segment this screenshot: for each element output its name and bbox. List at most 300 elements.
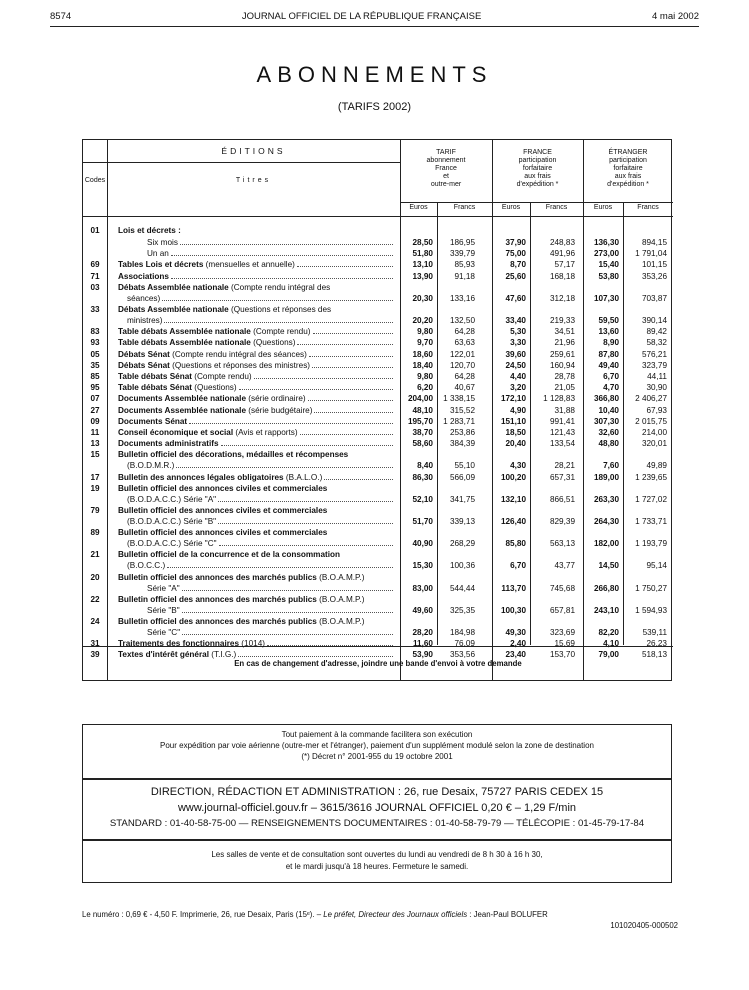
title-detail: (Compte rendu) bbox=[192, 372, 252, 381]
title-line bbox=[118, 315, 395, 326]
price-cell: 133,16 bbox=[449, 293, 475, 303]
dot-leader bbox=[219, 538, 393, 546]
row-code: 93 bbox=[90, 338, 100, 348]
euros-header: Euros bbox=[501, 204, 521, 211]
col-rule bbox=[530, 202, 531, 645]
price-cell: 63,63 bbox=[454, 338, 475, 348]
direction-phones: STANDARD : 01-40-58-75-00 — RENSEIGNEMENTS DOCUMENTAIRES : 01-40-58-79-79 — TÉLÉCOPIE : 01-45-79-17-84 bbox=[109, 818, 645, 829]
title-line bbox=[118, 304, 395, 315]
price-cell: 87,80 bbox=[598, 349, 619, 359]
price-cell: 52,10 bbox=[412, 494, 433, 504]
row-title bbox=[118, 248, 395, 259]
row-title bbox=[118, 427, 395, 438]
price-cell: 544,44 bbox=[449, 583, 475, 593]
price-cell: 28,21 bbox=[554, 461, 575, 471]
price-cell: 20,20 bbox=[412, 316, 433, 325]
title-text: Table débats Sénat bbox=[118, 372, 193, 381]
row-title bbox=[118, 237, 395, 248]
francs-header: Francs bbox=[637, 204, 659, 211]
price-cell: 189,00 bbox=[593, 472, 619, 482]
row-code: 39 bbox=[90, 650, 100, 660]
price-cell: 121,43 bbox=[549, 428, 575, 437]
row-title bbox=[118, 405, 395, 416]
tarif-line: abonnement bbox=[426, 157, 466, 164]
title-line bbox=[118, 293, 395, 304]
etranger-line: participation bbox=[609, 157, 647, 164]
title-detail: (Compte rendu intégral des séances) bbox=[169, 349, 307, 359]
title-line bbox=[118, 337, 395, 348]
title-line bbox=[118, 549, 395, 560]
price-cell: 353,56 bbox=[449, 650, 475, 660]
footer-prefet: Le préfet, Directeur des Journaux officiels bbox=[321, 910, 468, 919]
price-cell: 657,81 bbox=[549, 605, 575, 615]
header-rule bbox=[83, 162, 400, 163]
price-cell: 6,20 bbox=[417, 383, 433, 393]
title-text: Bulletin des annonces légales obligatoires bbox=[118, 472, 284, 482]
price-cell: 107,30 bbox=[593, 293, 619, 303]
price-cell: 366,80 bbox=[593, 394, 619, 404]
price-cell: 341,75 bbox=[449, 494, 475, 504]
price-cell: 18,50 bbox=[505, 428, 526, 437]
title-text: Bulletin officiel des annonces civiles et commerciales bbox=[118, 528, 328, 538]
title-detail: (T.I.G.) bbox=[208, 650, 237, 660]
price-cell: 563,13 bbox=[549, 539, 575, 549]
price-cell: 219,33 bbox=[549, 316, 575, 325]
row-title bbox=[118, 505, 395, 527]
row-code: 33 bbox=[90, 305, 100, 314]
title-detail: (série budgétaire) bbox=[246, 405, 313, 415]
price-cell: 8,70 bbox=[510, 260, 526, 270]
price-cell: 320,01 bbox=[641, 439, 667, 449]
price-cell: 40,90 bbox=[412, 539, 433, 549]
sales-box bbox=[82, 840, 672, 883]
price-cell: 268,29 bbox=[449, 539, 475, 549]
price-cell: 4,70 bbox=[603, 383, 619, 393]
row-title bbox=[118, 416, 395, 427]
price-cell: 204,00 bbox=[407, 394, 433, 404]
dot-leader bbox=[267, 638, 393, 646]
price-cell: 323,69 bbox=[549, 628, 575, 637]
price-cell: 37,90 bbox=[505, 238, 526, 247]
price-cell: 168,18 bbox=[549, 271, 575, 281]
title-line bbox=[118, 605, 395, 616]
price-cell: 83,00 bbox=[412, 583, 433, 593]
title-line bbox=[118, 248, 395, 259]
price-cell: 13,90 bbox=[412, 271, 433, 281]
title-detail: (B.A.L.O.) bbox=[283, 472, 323, 482]
price-cell: 34,51 bbox=[554, 327, 575, 337]
row-code: 95 bbox=[90, 383, 100, 393]
price-cell: 53,80 bbox=[598, 271, 619, 281]
euros-header: Euros bbox=[593, 204, 613, 211]
price-cell: 15,40 bbox=[598, 260, 619, 270]
price-cell: 991,41 bbox=[549, 416, 575, 426]
price-cell: 47,60 bbox=[505, 293, 526, 303]
price-cell: 1 283,71 bbox=[443, 416, 475, 426]
dot-leader bbox=[238, 649, 393, 657]
address-change-notice: En cas de changement d'adresse, joindre une bande d'envoi à votre demande bbox=[234, 659, 522, 668]
price-cell: 4,90 bbox=[510, 405, 526, 415]
price-cell: 703,87 bbox=[641, 293, 667, 303]
row-code: 71 bbox=[90, 271, 100, 281]
price-cell: 151,10 bbox=[500, 416, 526, 426]
etranger-header bbox=[583, 149, 673, 189]
title-line bbox=[118, 627, 395, 638]
row-code: 11 bbox=[90, 428, 100, 437]
price-cell: 339,13 bbox=[449, 517, 475, 526]
dot-leader bbox=[218, 494, 393, 502]
price-cell: 113,70 bbox=[501, 583, 526, 593]
header-rule bbox=[83, 216, 673, 217]
title-line bbox=[118, 572, 395, 583]
title-text: (B.O.C.C.) bbox=[127, 561, 166, 571]
euros-header: Euros bbox=[409, 204, 428, 211]
price-cell: 894,15 bbox=[641, 238, 667, 247]
price-cell: 2 015,75 bbox=[635, 416, 667, 426]
footer-price: Le numéro : 0,69 € - 4,50 F. Imprimerie, 26, rue Desaix, Paris (15ᵉ). – bbox=[82, 910, 322, 919]
titres-header: Titres bbox=[235, 177, 272, 184]
row-code: 22 bbox=[90, 594, 100, 604]
sales-line: Les salles de vente et de consultation sont ouvertes du lundi au vendredi de 8 h 30 à 16 h 30, bbox=[211, 850, 543, 859]
footer-signer: : Jean-Paul BOLUFER bbox=[467, 910, 548, 919]
price-cell: 31,88 bbox=[554, 405, 575, 415]
title-line bbox=[118, 638, 395, 649]
price-cell: 51,70 bbox=[412, 517, 433, 526]
price-cell: 186,95 bbox=[449, 238, 475, 247]
title-text: Bulletin officiel des annonces des marchés publics bbox=[118, 617, 317, 626]
price-cell: 4,10 bbox=[603, 639, 619, 649]
title-detail: (Avis et rapports) bbox=[233, 428, 298, 437]
price-cell: 43,77 bbox=[554, 561, 575, 571]
title-detail: (B.O.A.M.P.) bbox=[316, 572, 365, 582]
price-cell: 51,80 bbox=[412, 249, 433, 259]
france-line: forfaitaire bbox=[522, 165, 553, 172]
etranger-line: forfaitaire bbox=[613, 165, 643, 172]
title-line bbox=[118, 516, 395, 527]
page-title: ABONNEMENTS bbox=[256, 62, 493, 87]
etranger-line: ÉTRANGER bbox=[608, 149, 648, 156]
title-line bbox=[118, 271, 395, 282]
price-cell: 8,40 bbox=[417, 461, 433, 471]
price-cell: 126,40 bbox=[500, 517, 526, 526]
title-line bbox=[118, 505, 395, 516]
title-text: Bulletin officiel des annonces des marchés publics bbox=[118, 594, 317, 604]
title-detail: (B.O.A.M.P.) bbox=[316, 617, 365, 626]
price-cell: 100,30 bbox=[500, 605, 526, 615]
title-text: Six mois bbox=[147, 238, 178, 247]
payment-box bbox=[82, 724, 672, 779]
price-cell: 315,52 bbox=[449, 405, 475, 415]
row-title bbox=[118, 449, 395, 471]
etranger-line: d'expédition * bbox=[607, 181, 649, 188]
price-cell: 1 193,79 bbox=[635, 539, 667, 549]
dot-leader bbox=[180, 237, 393, 245]
price-cell: 6,70 bbox=[510, 561, 526, 571]
dot-leader bbox=[314, 405, 393, 413]
price-cell: 5,30 bbox=[510, 327, 526, 337]
tariff-table bbox=[82, 139, 672, 681]
title-text: Série "A" bbox=[147, 583, 180, 593]
price-cell: 184,98 bbox=[449, 628, 475, 637]
dot-leader bbox=[239, 382, 393, 390]
price-cell: 40,67 bbox=[454, 383, 475, 393]
price-cell: 20,40 bbox=[505, 439, 526, 449]
price-cell: 307,30 bbox=[593, 416, 619, 426]
row-code: 05 bbox=[90, 349, 100, 359]
price-cell: 49,60 bbox=[412, 605, 433, 615]
price-cell: 85,80 bbox=[505, 539, 526, 549]
col-rule bbox=[623, 202, 624, 645]
codes-header: Codes bbox=[84, 177, 106, 184]
title-line bbox=[118, 382, 395, 393]
title-line bbox=[118, 237, 395, 248]
price-cell: 518,13 bbox=[641, 650, 667, 660]
price-cell: 9,80 bbox=[417, 372, 433, 381]
direction-website: www.journal-officiel.gouv.fr – 3615/3616 JOURNAL OFFICIEL 0,20 € – 1,29 F/min bbox=[177, 801, 577, 814]
price-cell: 1 791,04 bbox=[635, 249, 667, 259]
row-title bbox=[118, 616, 395, 638]
row-title bbox=[118, 638, 395, 649]
row-code: 79 bbox=[90, 506, 100, 515]
price-cell: 11,60 bbox=[412, 639, 433, 649]
price-cell: 539,11 bbox=[642, 628, 667, 637]
price-cell: 657,31 bbox=[549, 472, 575, 482]
col-rule bbox=[492, 140, 493, 680]
row-code: 31 bbox=[90, 639, 100, 649]
row-code: 83 bbox=[90, 327, 100, 337]
title-text: Documents Assemblée nationale bbox=[118, 405, 247, 415]
row-title bbox=[118, 438, 395, 449]
tarif-line: France bbox=[435, 165, 457, 172]
row-title bbox=[118, 594, 395, 616]
editions-header: ÉDITIONS bbox=[221, 146, 286, 156]
journal-title: JOURNAL OFFICIEL DE LA RÉPUBLIQUE FRANÇAISE bbox=[241, 10, 482, 22]
title-detail: (Compte rendu) bbox=[250, 327, 311, 337]
tarif-line: TARIF bbox=[436, 149, 456, 156]
tarif-line: et bbox=[443, 173, 449, 180]
title-detail: (Questions) bbox=[192, 383, 237, 393]
row-title bbox=[118, 282, 395, 304]
price-cell: 82,20 bbox=[598, 628, 619, 637]
price-cell: 28,50 bbox=[412, 238, 433, 247]
row-code: 35 bbox=[90, 360, 100, 370]
price-cell: 101,15 bbox=[641, 260, 667, 270]
title-line bbox=[118, 405, 395, 416]
page-number: 8574 bbox=[50, 10, 72, 22]
price-cell: 195,70 bbox=[407, 416, 433, 426]
price-cell: 48,10 bbox=[412, 405, 433, 415]
footer-ref: 101020405-000502 bbox=[610, 921, 678, 930]
title-line bbox=[118, 483, 395, 494]
price-cell: 91,18 bbox=[454, 271, 475, 281]
price-cell: 64,28 bbox=[454, 372, 475, 381]
price-cell: 1 338,15 bbox=[443, 394, 475, 404]
france-line: FRANCE bbox=[523, 149, 552, 156]
price-cell: 20,30 bbox=[412, 293, 433, 303]
title-text: ministres) bbox=[127, 316, 163, 325]
title-line bbox=[118, 438, 395, 449]
row-title bbox=[118, 483, 395, 505]
row-title bbox=[118, 549, 395, 571]
price-cell: 4,30 bbox=[510, 461, 526, 471]
title-line bbox=[118, 527, 395, 538]
title-detail: (1014) bbox=[239, 639, 265, 649]
price-cell: 1 750,27 bbox=[635, 583, 667, 593]
title-text: (B.O.D.A.C.C.) Série "A" bbox=[127, 494, 217, 504]
price-cell: 67,93 bbox=[646, 405, 667, 415]
row-code: 20 bbox=[90, 572, 100, 582]
title-text: Traitements des fonctionnaires bbox=[118, 639, 240, 649]
price-cell: 312,18 bbox=[549, 293, 575, 303]
title-line bbox=[118, 560, 395, 571]
francs-header: Francs bbox=[453, 204, 476, 211]
price-cell: 866,51 bbox=[549, 494, 575, 504]
price-cell: 263,30 bbox=[593, 494, 619, 504]
price-cell: 1 128,83 bbox=[543, 394, 575, 404]
title-text: Table débats Assemblée nationale bbox=[118, 338, 251, 348]
payment-line: Tout paiement à la commande facilitera son exécution bbox=[281, 730, 473, 739]
title-line bbox=[118, 225, 395, 236]
col-rule bbox=[400, 140, 401, 680]
price-cell: 264,30 bbox=[593, 517, 619, 526]
title-text: Série "B" bbox=[147, 605, 180, 615]
price-cell: 160,94 bbox=[549, 360, 575, 370]
title-text: séances) bbox=[127, 293, 161, 303]
title-line bbox=[118, 472, 395, 483]
price-cell: 30,90 bbox=[646, 383, 667, 393]
row-title bbox=[118, 382, 395, 393]
row-code: 19 bbox=[90, 483, 100, 493]
price-cell: 120,70 bbox=[449, 360, 475, 370]
dot-leader bbox=[182, 605, 393, 613]
title-text: Tables Lois et décrets bbox=[118, 260, 204, 270]
title-line bbox=[118, 360, 395, 371]
price-cell: 182,00 bbox=[593, 539, 619, 549]
title-detail: (Questions et réponses des ministres) bbox=[169, 360, 311, 370]
title-text: Documents administratifs bbox=[118, 439, 219, 449]
title-text: Documents Sénat bbox=[118, 416, 188, 426]
price-cell: 323,79 bbox=[641, 360, 667, 370]
title-text: (B.O.D.A.C.C.) Série "C" bbox=[127, 539, 217, 549]
price-cell: 9,80 bbox=[417, 327, 433, 337]
title-line bbox=[118, 594, 395, 605]
price-cell: 339,79 bbox=[449, 249, 475, 259]
price-cell: 2 406,27 bbox=[635, 394, 667, 404]
price-cell: 38,70 bbox=[412, 428, 433, 437]
row-title bbox=[118, 527, 395, 549]
dot-leader bbox=[313, 326, 394, 334]
footer-imprint bbox=[82, 909, 678, 920]
row-title bbox=[118, 360, 395, 371]
price-cell: 53,90 bbox=[412, 650, 433, 660]
row-title bbox=[118, 304, 395, 326]
row-title bbox=[118, 337, 395, 348]
price-cell: 8,90 bbox=[603, 338, 619, 348]
row-code: 01 bbox=[90, 226, 100, 235]
title-line bbox=[118, 282, 395, 293]
price-cell: 10,40 bbox=[598, 405, 619, 415]
row-code: 85 bbox=[90, 372, 100, 381]
title-text: Lois et décrets : bbox=[118, 226, 181, 235]
price-cell: 86,30 bbox=[412, 472, 433, 482]
price-cell: 18,60 bbox=[412, 349, 433, 359]
dot-leader bbox=[176, 460, 393, 468]
header-rule bbox=[400, 202, 673, 203]
price-cell: 28,78 bbox=[554, 372, 575, 381]
title-text: Table débats Assemblée nationale bbox=[118, 327, 251, 337]
price-cell: 89,42 bbox=[646, 327, 667, 337]
price-cell: 39,60 bbox=[505, 349, 526, 359]
price-cell: 48,80 bbox=[598, 439, 619, 449]
title-detail: (Questions et réponses des bbox=[228, 305, 332, 314]
title-line bbox=[118, 538, 395, 549]
direction-box bbox=[82, 779, 672, 840]
price-cell: 21,05 bbox=[554, 383, 575, 393]
price-cell: 58,32 bbox=[646, 338, 667, 348]
title-text: Table débats Sénat bbox=[118, 383, 193, 393]
price-cell: 273,00 bbox=[593, 249, 619, 259]
title-detail: (mensuelles et annuelle) bbox=[203, 260, 295, 270]
price-cell: 21,96 bbox=[554, 338, 575, 348]
title-text: Débats Sénat bbox=[118, 349, 170, 359]
price-cell: 132,50 bbox=[449, 316, 475, 325]
row-title bbox=[118, 271, 395, 282]
price-cell: 13,10 bbox=[412, 260, 433, 270]
dot-leader bbox=[312, 360, 393, 368]
dot-leader bbox=[308, 393, 393, 401]
dot-leader bbox=[182, 627, 393, 635]
title-line bbox=[118, 583, 395, 594]
france-line: d'expédition * bbox=[516, 181, 559, 188]
row-code: 17 bbox=[90, 472, 100, 482]
title-line bbox=[118, 371, 395, 382]
row-code: 89 bbox=[90, 528, 100, 538]
dot-leader bbox=[297, 337, 393, 345]
price-cell: 95,14 bbox=[646, 561, 667, 571]
dot-leader bbox=[182, 583, 393, 591]
price-cell: 266,80 bbox=[593, 583, 619, 593]
header-rule bbox=[50, 26, 699, 27]
dot-leader bbox=[254, 371, 393, 379]
price-cell: 4,40 bbox=[510, 372, 526, 381]
title-line bbox=[118, 393, 395, 404]
row-title bbox=[118, 472, 395, 483]
col-rule bbox=[437, 202, 438, 645]
row-title bbox=[118, 259, 395, 270]
price-cell: 745,68 bbox=[549, 583, 575, 593]
title-text: Associations bbox=[118, 271, 169, 281]
sales-line: et le mardi jusqu'à 18 heures. Fermeture le samedi. bbox=[285, 862, 469, 871]
france-line: aux frais bbox=[524, 173, 551, 180]
price-cell: 829,39 bbox=[549, 517, 575, 526]
title-text: Série "C" bbox=[147, 628, 181, 637]
payment-line: Pour expédition par voie aérienne (outre-mer et l'étranger), paiement d'un supplément modulé selon la zone de destination bbox=[160, 741, 594, 750]
page-subtitle: (TARIFS 2002) bbox=[337, 101, 412, 113]
price-cell: 15,69 bbox=[554, 639, 575, 649]
title-detail: (Questions) bbox=[250, 338, 296, 348]
row-code: 15 bbox=[90, 450, 100, 460]
title-detail: (B.O.A.M.P.) bbox=[316, 594, 365, 604]
title-text: Documents Assemblée nationale bbox=[118, 394, 247, 404]
decree-note: (*) Décret n° 2001-955 du 19 octobre 2001 bbox=[301, 752, 453, 761]
title-text: Bulletin officiel des décorations, médailles et récompenses bbox=[118, 450, 349, 460]
dot-leader bbox=[171, 271, 393, 279]
issue-date: 4 mai 2002 bbox=[651, 10, 699, 22]
price-cell: 57,17 bbox=[554, 260, 575, 270]
dot-leader bbox=[324, 472, 393, 480]
title-text: Débats Assemblée nationale bbox=[118, 305, 229, 314]
price-cell: 390,14 bbox=[641, 316, 667, 325]
